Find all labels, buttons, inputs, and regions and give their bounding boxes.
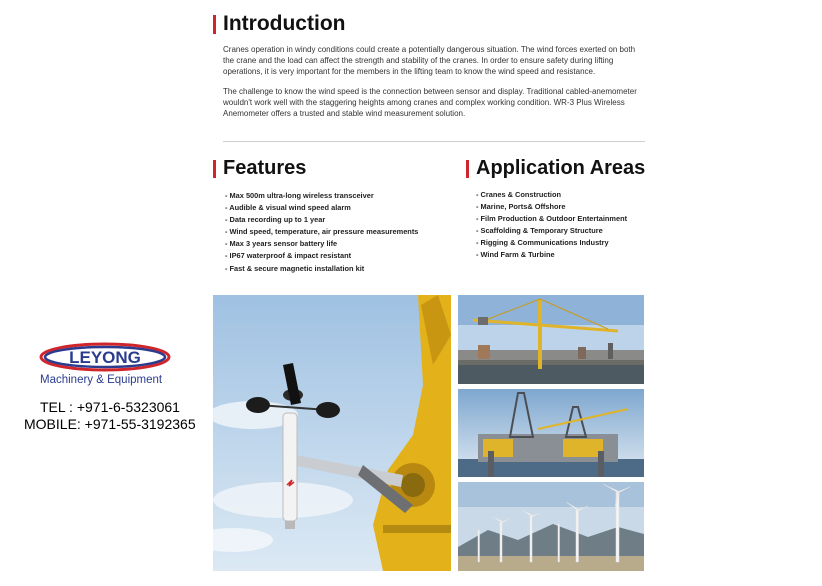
heading-accent-bar	[466, 160, 469, 178]
intro-paragraph-1: Cranes operation in windy conditions could create a potentially dangerous situation. The wind forces exerted on both the crane and the load can affect the strength and stability of the cranes. In order to ensure safety during lifting operations, it is very important for the members in the lifting team to know the wind speed and resistance.	[223, 45, 636, 76]
application-item: - Scaffolding & Temporary Structure	[476, 225, 627, 237]
intro-heading	[213, 12, 345, 36]
feature-item: - Data recording up to 1 year	[225, 214, 418, 226]
applications-heading	[466, 157, 645, 180]
feature-item: - Max 500m ultra-long wireless transceiver	[225, 190, 418, 202]
intro-paragraph-2: The challenge to know the wind speed is the connection between sensor and display. Traditional cabled-anemometer wouldn't work well with the staggering heights among cranes and complex working condition. WR-3 Plus Wireless Anemometer offers a trusted and stable wind measurement solution.	[223, 87, 637, 118]
heading-accent-bar	[213, 160, 216, 178]
wind-farm-photo	[458, 482, 644, 571]
application-item: - Cranes & Construction	[476, 189, 627, 201]
offshore-rig-photo	[458, 389, 644, 477]
application-item: - Rigging & Communications Industry	[476, 237, 627, 249]
features-title: Features	[223, 157, 307, 179]
intro-title: Introduction	[223, 12, 346, 35]
logo-wordmark: LEYONG	[69, 348, 141, 367]
application-item: - Marine, Ports& Offshore	[476, 201, 627, 213]
mobile-number: MOBILE: +971-55-3192365	[24, 416, 196, 432]
section-divider	[223, 141, 645, 142]
features-list	[225, 190, 418, 275]
applications-title: Application Areas	[476, 157, 646, 179]
tower-crane-city-photo	[458, 295, 644, 384]
feature-item: - Fast & secure magnetic installation kit	[225, 263, 418, 275]
feature-item: - Wind speed, temperature, air pressure measurements	[225, 226, 418, 238]
feature-item: - Max 3 years sensor battery life	[225, 238, 418, 250]
application-item: - Film Production & Outdoor Entertainment	[476, 213, 627, 225]
applications-list	[476, 189, 627, 262]
feature-item: - IP67 waterproof & impact resistant	[225, 250, 418, 262]
leyong-logo	[38, 340, 173, 374]
anemometer-on-crane-photo	[213, 295, 451, 571]
features-heading	[213, 157, 306, 180]
feature-item: - Audible & visual wind speed alarm	[225, 202, 418, 214]
application-item: - Wind Farm & Turbine	[476, 249, 627, 261]
company-tagline: Machinery & Equipment	[40, 374, 163, 386]
heading-accent-bar	[213, 15, 216, 34]
telephone-number: TEL : +971-6-5323061	[40, 399, 180, 415]
